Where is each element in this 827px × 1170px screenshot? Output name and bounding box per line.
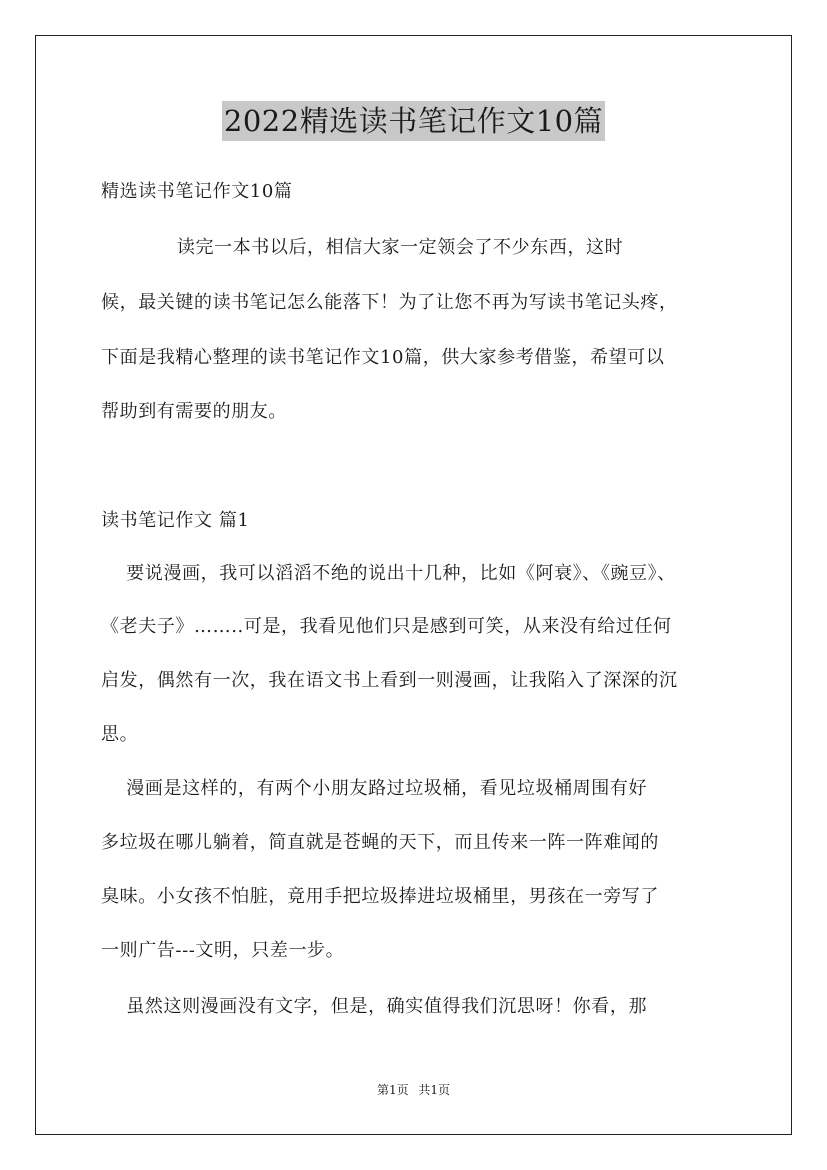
document-title: 2022精选读书笔记作文10篇 bbox=[222, 101, 605, 141]
body-line-3: 启发，偶然有一次，我在语文书上看到一则漫画，让我陷入了深深的沉 bbox=[101, 670, 678, 691]
intro-line-3: 下面是我精心整理的读书笔记作文10篇，供大家参考借鉴，希望可以 bbox=[101, 347, 665, 368]
body-line-9: 虽然这则漫画没有文字，但是，确实值得我们沉思呀！你看，那 bbox=[101, 996, 648, 1017]
section-heading: 读书笔记作文 篇1 bbox=[101, 510, 250, 531]
body-line-2: 《老夫子》……..可是，我看见他们只是感到可笑，从来没有给过任何 bbox=[101, 616, 672, 637]
document-subtitle: 精选读书笔记作文10篇 bbox=[101, 181, 293, 202]
body-line-7: 臭味。小女孩不怕脏，竟用手把垃圾捧进垃圾桶里，男孩在一旁写了 bbox=[101, 886, 659, 907]
intro-line-2: 候，最关键的读书笔记怎么能落下！为了让您不再为写读书笔记头疼， bbox=[101, 292, 678, 313]
page-number: 第1页 bbox=[376, 1083, 409, 1097]
page-footer bbox=[0, 1082, 827, 1098]
body-line-1: 要说漫画，我可以滔滔不绝的说出十几种，比如《阿衰》、《豌豆》、 bbox=[101, 563, 676, 584]
intro-line-1: 读完一本书以后，相信大家一定领会了不少东西，这时 bbox=[101, 237, 624, 258]
body-line-6: 多垃圾在哪儿躺着，简直就是苍蝇的天下，而且传来一阵一阵难闻的 bbox=[101, 832, 659, 853]
body-line-8: 一则广告---文明，只差一步。 bbox=[101, 940, 345, 961]
body-line-5: 漫画是这样的，有两个小朋友路过垃圾桶，看见垃圾桶周围有好 bbox=[101, 778, 648, 799]
title-container bbox=[0, 101, 827, 141]
intro-line-4: 帮助到有需要的朋友。 bbox=[101, 401, 287, 422]
body-line-4: 思。 bbox=[101, 724, 139, 745]
page-total: 共1页 bbox=[418, 1083, 451, 1097]
